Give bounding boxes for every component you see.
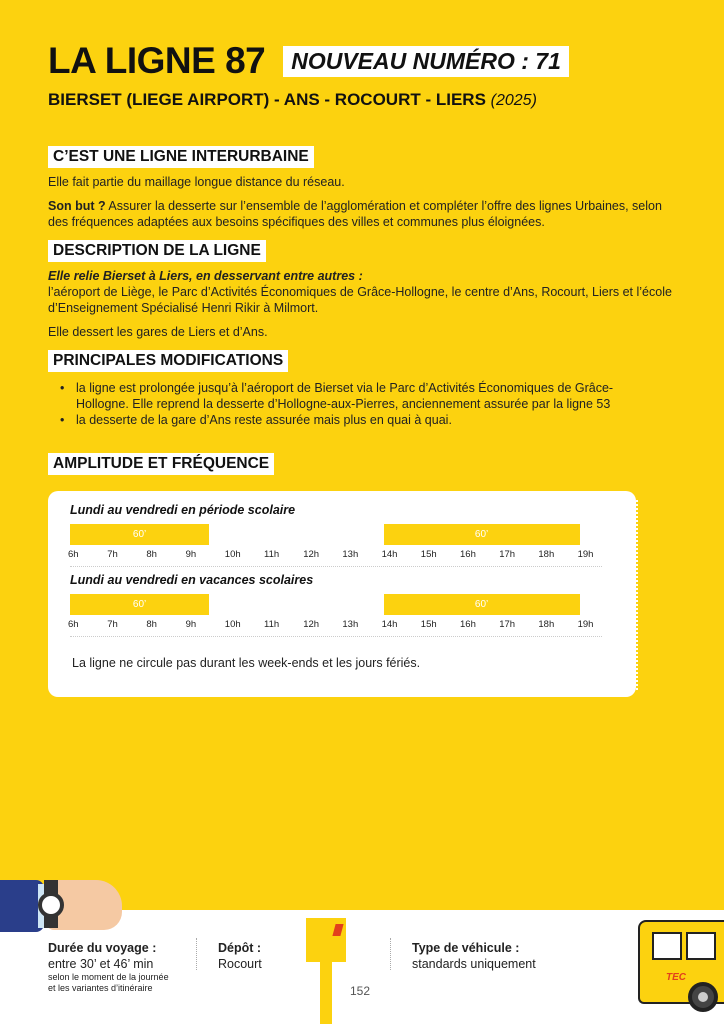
depot-value: Rocourt <box>218 957 262 971</box>
hour-tick-label: 18h <box>538 549 555 560</box>
section1-goal <box>48 198 678 230</box>
duration-note: et les variantes d’itinéraire <box>48 983 153 993</box>
hour-tick-label: 14h <box>381 619 398 630</box>
bus-window <box>652 932 682 960</box>
hour-tick-label: 8h <box>146 549 157 560</box>
card-decoration <box>636 500 638 690</box>
bus-logo: TEC <box>666 972 686 983</box>
separator <box>70 566 602 567</box>
hour-tick-label: 17h <box>499 549 516 560</box>
page-title: LA LIGNE 87 <box>48 40 266 81</box>
hour-tick-label: 11h <box>264 549 280 560</box>
hour-axis <box>70 619 610 633</box>
frequency-bar: 60’ <box>70 594 209 615</box>
goal-label: Son but ? <box>48 199 106 213</box>
new-number-badge: NOUVEAU NUMÉRO : 71 <box>283 46 569 77</box>
duration-note: selon le moment de la journée <box>48 972 169 982</box>
frequency-bar: 60’ <box>70 524 209 545</box>
hour-tick-label: 9h <box>185 619 197 630</box>
hour-tick-label: 14h <box>381 549 398 560</box>
section-heading-description: DESCRIPTION DE LA LIGNE <box>48 240 266 262</box>
vehicle-info <box>412 940 536 972</box>
hour-tick-label: 15h <box>420 549 437 560</box>
list-item: • la ligne est prolongée jusqu’à l’aéroport de Bierset via le Parc d’Activités Économiques de Grâce-Hollogne. Elle reprend la desserte d’Hollogne-aux-Pierres, anciennement assurée par la ligne 53 <box>60 380 660 412</box>
weekend-note: La ligne ne circule pas durant les week-ends et les jours fériés. <box>72 656 421 670</box>
hour-tick-label: 17h <box>499 619 516 630</box>
frequency-bar: 60’ <box>384 594 580 615</box>
hour-tick-label: 16h <box>460 619 476 630</box>
description-stations: Elle dessert les gares de Liers et d’Ans. <box>48 325 268 339</box>
hour-tick-label: 15h <box>420 619 437 630</box>
vehicle-label: Type de véhicule : <box>412 941 520 955</box>
list-item: • la desserte de la gare d’Ans reste assurée mais plus en quai à quai. <box>60 412 660 428</box>
route-year: (2025) <box>490 92 537 109</box>
duration-info <box>48 940 169 994</box>
hour-tick-label: 8h <box>146 619 157 630</box>
depot-label: Dépôt : <box>218 941 262 955</box>
hour-tick-label: 7h <box>107 619 118 630</box>
duration-label: Durée du voyage : <box>48 941 157 955</box>
hour-tick-label: 18h <box>538 619 555 630</box>
section1-text1: Elle fait partie du maillage longue distance du réseau. <box>48 175 345 189</box>
hour-tick-label: 19h <box>577 549 594 560</box>
duration-value: entre 30’ et 46’ min <box>48 957 154 971</box>
hour-tick-label: 13h <box>342 549 359 560</box>
hour-tick-label: 12h <box>303 619 320 630</box>
depot-info <box>218 940 262 972</box>
section-heading-amplitude: AMPLITUDE ET FRÉQUENCE <box>48 453 274 475</box>
bus-window <box>686 932 716 960</box>
description-text: l’aéroport de Liège, le Parc d’Activités Économiques de Grâce-Hollogne, le centre d’Ans, Rocourt, Liers et l’école d’Enseignement Spécialisé Henri Rikir à Milmort. <box>48 285 672 315</box>
watch-icon <box>38 892 64 918</box>
section2-body <box>48 268 678 316</box>
section-heading-modifications: PRINCIPALES MODIFICATIONS <box>48 350 288 372</box>
hour-tick-label: 9h <box>185 549 197 560</box>
schedule-card <box>48 491 636 697</box>
description-intro: Elle relie Bierset à Liers, en desservant entre autres : <box>48 269 363 283</box>
route-name: BIERSET (LIEGE AIRPORT) - ANS - ROCOURT - LIERS <box>48 90 486 109</box>
bus-hub-icon <box>698 992 708 1002</box>
hour-tick-label: 11h <box>264 619 280 630</box>
hour-tick-label: 6h <box>68 619 79 630</box>
hour-tick-label: 6h <box>68 549 79 560</box>
separator <box>70 636 602 637</box>
route-subtitle <box>48 90 537 110</box>
footer-divider <box>390 938 391 970</box>
hour-tick-label: 10h <box>224 549 241 560</box>
hour-tick-label: 13h <box>342 619 359 630</box>
hour-axis <box>70 549 610 563</box>
goal-text: Assurer la desserte sur l’ensemble de l’agglomération et compléter l’offre des lignes Urbaines, selon des fréquences adaptées aux besoins spécifiques des villes et communes plus éloignées. <box>48 199 662 229</box>
hour-tick-label: 19h <box>577 619 594 630</box>
hour-tick-label: 16h <box>460 549 476 560</box>
page-number: 152 <box>350 984 371 998</box>
footer-divider <box>196 938 197 970</box>
pen-stem-icon <box>320 960 332 1024</box>
vehicle-value: standards uniquement <box>412 957 536 971</box>
modifications-list <box>60 380 660 428</box>
schedule-title-holidays: Lundi au vendredi en vacances scolaires <box>70 573 314 587</box>
hour-tick-label: 10h <box>224 619 241 630</box>
section-heading-interurbaine: C’EST UNE LIGNE INTERURBAINE <box>48 146 314 168</box>
hour-tick-label: 7h <box>107 549 118 560</box>
schedule-title-school: Lundi au vendredi en période scolaire <box>70 503 296 517</box>
hour-tick-label: 12h <box>303 549 320 560</box>
title-row <box>48 40 569 82</box>
frequency-bar: 60’ <box>384 524 580 545</box>
